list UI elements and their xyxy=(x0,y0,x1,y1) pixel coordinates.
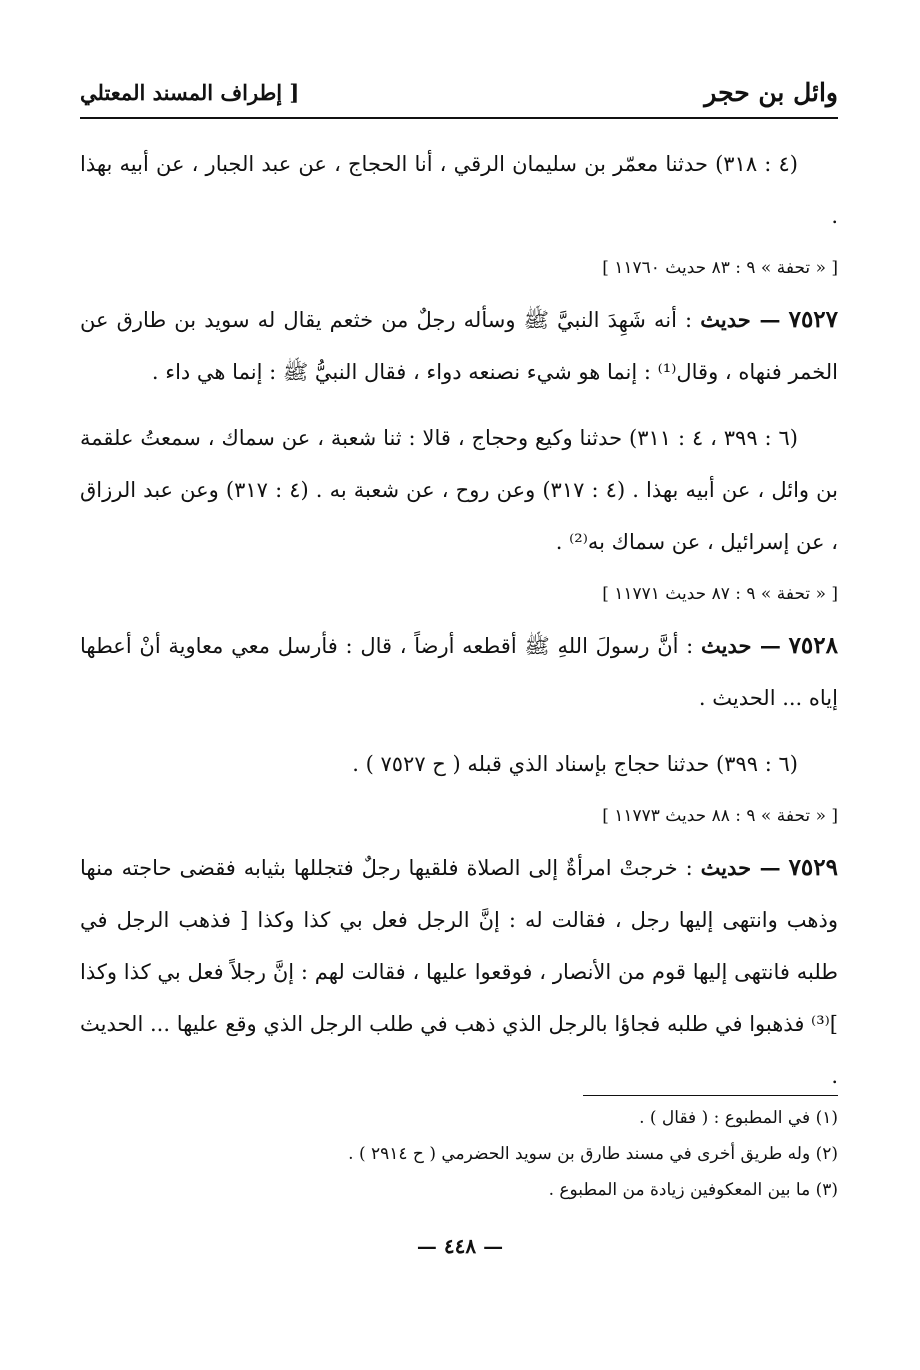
hadith-text: : أنه شَهِدَ النبيَّ ﷺ وسأله رجلٌ من خثعم يقال له سويد بن طارق عن الخمر فنهاه ، وقال⁽¹⁾ : إنما هو شيء نصنعه دواء ، فقال النبيُّ ﷺ : إنما هي داء . xyxy=(80,308,838,384)
tuhfa-reference-2: [ « تحفة » ٩ : ٨٧ حديث ١١٧٧١ ] xyxy=(602,584,838,604)
isnad-paragraph-1: (٤ : ٣١٨) حدثنا معمّر بن سليمان الرقي ، أنا الحجاج ، عن عبد الجبار ، عن أبيه بهذا . xyxy=(80,152,838,228)
isnad-paragraph-2: (٦ : ٣٩٩ ، ٤ : ٣١١) حدثنا وكيع وحجاج ، قالا : ثنا شعبة ، عن سماك ، سمعتُ علقمة بن وائل ، عن أبيه بهذا . (٤ : ٣١٧) وعن روح ، عن شعبة به . (٤ : ٣١٧) وعن عبد الرزاق ، عن إسرائيل ، عن سماك به⁽²⁾ . xyxy=(80,426,838,554)
hadith-keyword: حديث xyxy=(700,307,751,332)
hadith-number: ٧٥٢٨ xyxy=(788,632,838,659)
hadith-number: ٧٥٢٩ xyxy=(788,854,838,881)
footnote-1: (١) في المطبوع : ( فقال ) . xyxy=(639,1108,838,1128)
hadith-number: ٧٥٢٧ xyxy=(788,306,839,333)
hadith-7527: ٧٥٢٧ — حديث : أنه شَهِدَ النبيَّ ﷺ وسأله رجلٌ من خثعم يقال له سويد بن طارق عن الخمر فنهاه ، وقال⁽¹⁾ : إنما هو شيء نصنعه دواء ، فقال النبيُّ ﷺ : إنما هي داء . xyxy=(80,306,839,384)
hadith-keyword: حديث xyxy=(700,855,752,880)
footnote-rule xyxy=(583,1095,838,1096)
footnotes xyxy=(80,1100,838,1208)
header-title-left: [ إطراف المسند المعتلي xyxy=(80,80,300,105)
hadith-keyword: حديث xyxy=(701,633,752,658)
header-title-right: وائل بن حجر xyxy=(704,78,838,107)
hadith-7529: ٧٥٢٩ — حديث : خرجتْ امرأةٌ إلى الصلاة فلقيها رجلٌ فتجللها بثيابه فقضى حاجته منها وذهب وانتهى إليها رجل ، فقالت له : إنَّ الرجل فعل بي كذا وكذا [ فذهب الرجل في طلبه فانتهى إليها قوم من الأنصار ، فوقعوا عليها ، فقالت لهم : إنَّ رجلاً فعل بي كذا وكذا ]⁽³⁾ فذهبوا في طلبه فجاؤا بالرجل الذي ذهب في طلب الرجل الذي وقع عليها ... الحديث . xyxy=(80,854,838,1088)
hadith-7528: ٧٥٢٨ — حديث : أنَّ رسولَ اللهِ ﷺ أقطعه أرضاً ، قال : فأرسل معي معاوية أنْ أعطها إياه ... الحديث . xyxy=(80,632,838,710)
tuhfa-reference-1: [ « تحفة » ٩ : ٨٣ حديث ١١٧٦٠ ] xyxy=(602,258,838,278)
hadith-text: : أنَّ رسولَ اللهِ ﷺ أقطعه أرضاً ، قال : فأرسل معي معاوية أنْ أعطها إياه ... الحديث . xyxy=(80,634,838,710)
footnote-3: (٣) ما بين المعكوفين زيادة من المطبوع . xyxy=(548,1180,838,1200)
page-number: — ٤٤٨ — xyxy=(416,1234,504,1258)
running-header xyxy=(80,78,838,114)
hadith-text: : خرجتْ امرأةٌ إلى الصلاة فلقيها رجلٌ فتجللها بثيابه فقضى حاجته منها وذهب وانتهى إليها رجل ، فقالت له : إنَّ الرجل فعل بي كذا وكذا [ فذهب الرجل في طلبه فانتهى إليها قوم من الأنصار ، فوقعوا عليها ، فقالت لهم : إنَّ رجلاً فعل بي كذا وكذا ]⁽³⁾ فذهبوا في طلبه فجاؤا بالرجل الذي ذهب في طلب الرجل الذي وقع عليها ... الحديث . xyxy=(80,856,838,1088)
page-body xyxy=(80,138,838,1102)
footnote-2: (٢) وله طريق أخرى في مسند طارق بن سويد الحضرمي ( ح ٢٩١٤ ) . xyxy=(348,1144,838,1164)
isnad-paragraph-3: (٦ : ٣٩٩) حدثنا حجاج بإسناد الذي قبله ( ح ٧٥٢٧ ) . xyxy=(352,752,798,776)
tuhfa-reference-3: [ « تحفة » ٩ : ٨٨ حديث ١١٧٧٣ ] xyxy=(602,806,838,826)
header-rule xyxy=(80,117,838,119)
